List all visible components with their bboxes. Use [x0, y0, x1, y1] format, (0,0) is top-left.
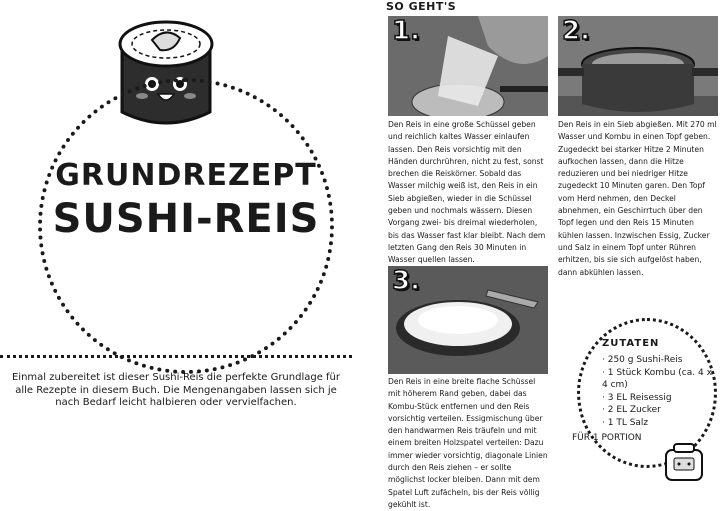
rice-cooker-icon — [660, 440, 708, 486]
portion-label: FÜR 1 PORTION — [572, 433, 642, 443]
ingredient-item: · 2 EL Zucker — [602, 405, 661, 415]
step-2-number: 2. — [562, 16, 590, 46]
ingredients-list — [602, 354, 712, 429]
step-1-photo — [388, 16, 548, 116]
step-3-text: Den Reis in eine breite flache Schüssel mit höherem Rand geben, dabei das Kombu-Stück entfernen und den Reis vorsichtig verteilen. Essigmischung über den handwarmen Reis träufeln und mit einem breiten Holzspatel verteilen: Dazu immer wieder vorsichtig, diagonale Linien durch den Reis ziehen – er sollte möglichst locker bleiben. Dann mit dem Spatel Luft zufächeln, bis der Reis völlig gekühlt ist. — [388, 377, 548, 509]
ingredient-item: · 1 TL Salz — [602, 417, 649, 428]
page-title-line2: SUSHI-REIS — [52, 196, 320, 242]
step-2-text: Den Reis in ein Sieb abgießen. Mit 270 ml Wasser und Kombu in einen Topf geben. Zugedeckt bei starker Hitze 2 Minuten aufkochen lassen, dann die Hitze reduzieren und bei niedriger Hitze zugedeckt 10 Minuten garen. Den Topf vom Herd nehmen, den Deckel abnehmen, ein Geschirrtuch über den Topf legen und den Reis 15 Minuten kühlen lassen. Inzwischen Essig, Zucker und Salz in einem Topf unter Rühren erhitzen, bis sie sich aufgelöst haben, dann abkühlen lassen. — [558, 120, 717, 277]
section-heading: SO GEHT'S — [386, 0, 457, 13]
page-title-line1: GRUNDREZEPT — [55, 158, 317, 193]
ingredient-item: · 1 Stück Kombu (ca. 4 x 4 cm) — [602, 367, 712, 390]
intro-paragraph: Einmal zubereitet ist dieser Sushi-Reis die perfekte Grundlage für alle Rezepte in diesem Buch. Die Mengenangaben lassen sich je nach Bedarf leicht halbieren oder vervielfachen. — [11, 372, 341, 408]
step-1-text: Den Reis in eine große Schüssel geben und reichlich kaltes Wasser einlaufen lassen. Den Reis vorsichtig mit den Händen durchrühren, nicht zu fest, sonst brechen die Reiskörner. Sobald das Wasser milchig weiß ist, den Reis in ein Sieb abgießen, wieder in die Schüssel geben und nochmals wässern. Diesen Vorgang zwei- bis dreimal wiederholen, bis das Wasser fast klar bleibt. Nach dem letzten Gang den Reis 30 Minuten in Wasser quellen lassen. — [388, 120, 546, 265]
step-1-number: 1. — [392, 16, 420, 46]
ingredient-item: · 250 g Sushi-Reis — [602, 355, 683, 365]
step-2-photo — [558, 16, 718, 116]
ingredients-title: ZUTATEN — [602, 338, 660, 349]
step-3-number: 3. — [392, 266, 420, 296]
ingredient-item: · 3 EL Reisessig — [602, 392, 672, 403]
dotted-divider — [0, 355, 352, 358]
step-3-photo — [388, 266, 548, 374]
